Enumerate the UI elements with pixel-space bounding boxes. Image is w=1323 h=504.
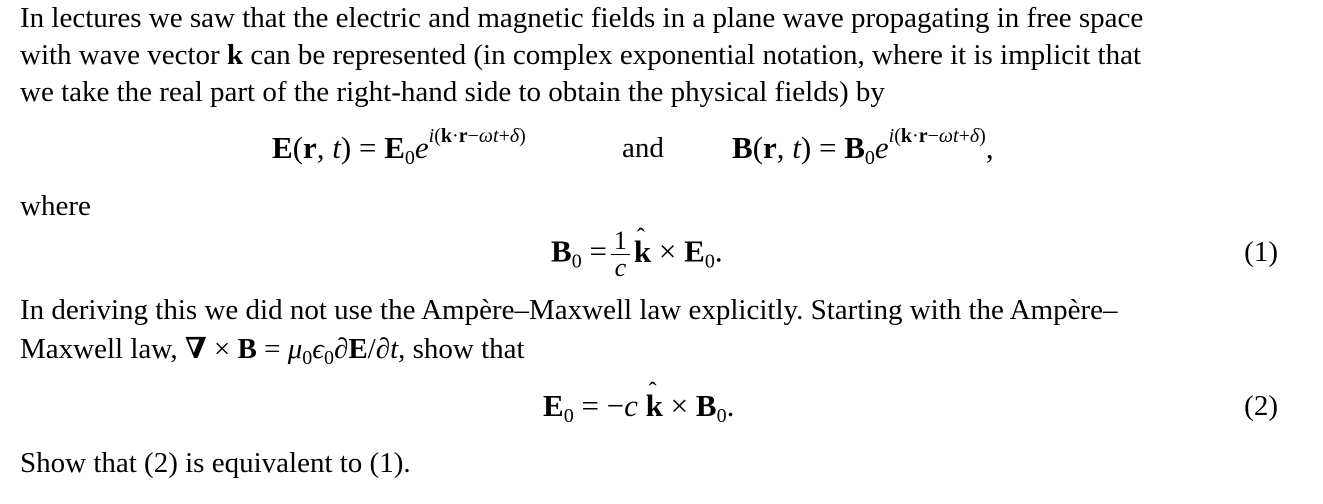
equation-1-number: (1) xyxy=(1244,236,1278,268)
intro-text-1: In lectures we saw that the electric and magnetic fields in a plane wave propagating in free space xyxy=(20,2,1144,34)
fraction-one-over-c: $\frac{1}{c}$ xyxy=(611,228,630,281)
ampere-maxwell-law: ∇ × $B = \mu_0\epsilon_0\partial E/\partial t$, xyxy=(184,333,406,369)
closing-line: Show that (2) is equivalent to (1). xyxy=(20,447,411,479)
intro-line-1 xyxy=(20,0,1143,37)
intro-text-3: we take the real part of the right-hand side to obtain the physical fields) by xyxy=(20,76,885,108)
deriving-line-1: In deriving this we did not use the Ampère–Maxwell law explicitly. Starting with the Ampère– xyxy=(20,294,1118,326)
intro-text-2b: can be represented (in complex exponential notation, where it is implicit that xyxy=(250,39,1142,71)
wave-vector-symbol: k xyxy=(226,39,244,71)
e-field-equation: E(r, $t) = E_0e^{i(k\cdot r-\omega t+\delta)}$ xyxy=(272,125,526,169)
where-label: where xyxy=(20,190,91,222)
deriving-line-2 xyxy=(20,331,525,368)
show-that-text: show that xyxy=(412,333,525,365)
intro-line-3 xyxy=(20,74,885,111)
and-connector: and xyxy=(622,132,664,164)
equation-2: $E_0 = -c$ ˆ $k \times B_0$. xyxy=(543,386,734,426)
equation-1: $B_0$ = $\frac{1}{c}$ ˆ $k \times E_0$. xyxy=(551,228,723,281)
intro-text-2a: with wave vector xyxy=(20,39,220,71)
b-field-equation: B(r, $t) = B_0e^{i(k\cdot r-\omega t+\delta)}$, xyxy=(732,125,994,169)
intro-line-2 xyxy=(20,37,1141,74)
maxwell-law-prefix: Maxwell law, xyxy=(20,333,178,365)
equation-2-number: (2) xyxy=(1244,390,1278,422)
